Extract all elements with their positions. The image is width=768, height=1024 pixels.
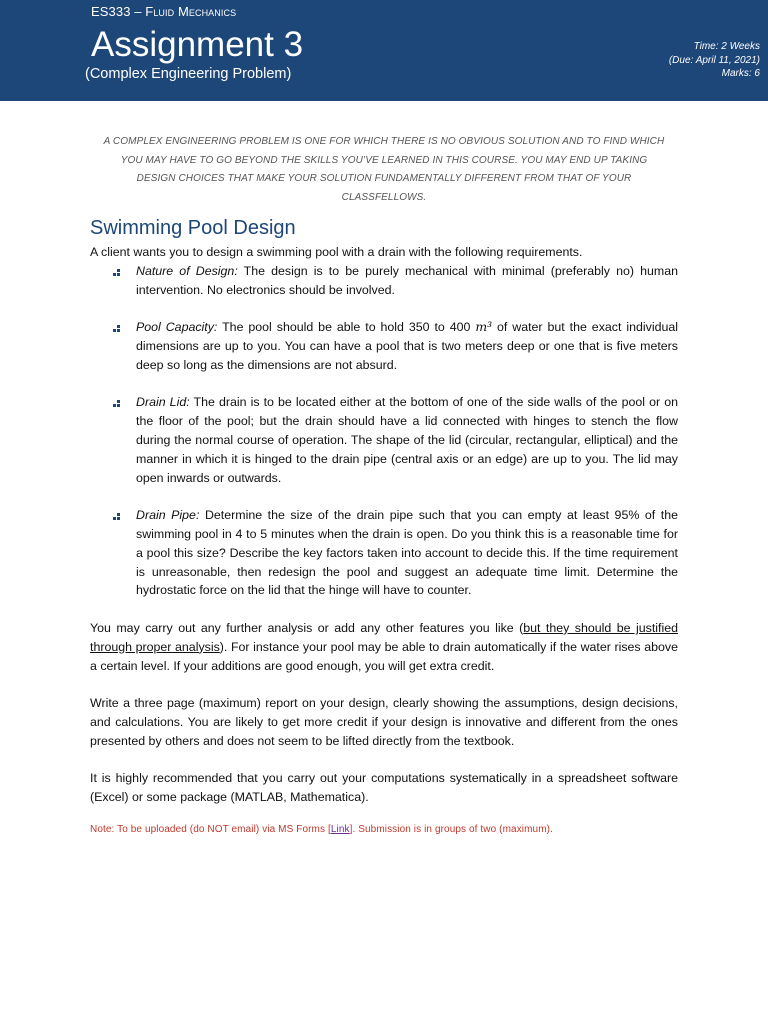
bullet-icon [113, 325, 120, 332]
spacer [90, 675, 678, 694]
paragraph-report: Write a three page (maximum) report on your design, clearly showing the assumptions, design decisions, and calculations. You are likely to get more credit if your design is innovative and different from the ones presented by others and does not seem to be lifted directly from the textbook. [90, 696, 678, 748]
requirement-text: The drain is to be located either at the bottom of one of the side walls of the pool or on the floor of the pool; but the drain should have a lid connected with hinges to stench the flow during the normal course of operation. The shape of the lid (circular, rectangular, elliptical) and the manner in which it is hinged to the drain pipe (central axis or an edge) are up to you. The lid may open inwards or outwards. [136, 395, 679, 485]
ms-forms-link[interactable]: Link [330, 823, 350, 835]
note-text: ]. Submission is in groups of two (maximum). [349, 823, 553, 835]
requirement-nature-of-design [90, 262, 678, 300]
assignment-meta [669, 40, 760, 81]
lead-sentence: A client wants you to design a swimming pool with a drain with the following requirements. [90, 245, 583, 259]
paragraph-further-analysis [90, 619, 678, 675]
requirement-drain-lid [90, 393, 678, 487]
spacer [90, 299, 678, 318]
requirement-pool-capacity [90, 318, 678, 374]
submission-note [90, 821, 678, 840]
requirement-text-continued: of water but the exact individual dimensions are up to you. You can have a pool that is two meters deep or one that is five meters deep so long as the dimensions are not absurd. [136, 320, 679, 372]
requirement-label: Pool Capacity: [136, 320, 218, 335]
bullet-icon [113, 513, 120, 520]
paragraph-text: ). For instance your pool may be able to drain automatically if the water rises above a certain level. If your additions are good enough, you will get extra credit. [90, 639, 678, 673]
assignment-title: Assignment 3 [91, 25, 304, 64]
underlined-emphasis: but they should be justified through proper analysis [90, 620, 678, 654]
assignment-body [90, 243, 678, 840]
volume-unit: m³ [475, 319, 493, 335]
requirement-text: The pool should be able to hold 350 to 400 [222, 320, 471, 335]
requirement-label: Drain Lid: [136, 395, 190, 410]
spacer [90, 487, 678, 506]
bullet-icon [113, 400, 120, 407]
requirement-label: Drain Pipe: [136, 508, 200, 523]
spacer [90, 600, 678, 619]
requirement-text: Determine the size of the drain pipe such that you can empty at least 95% of the swimming pool in 4 to 5 minutes when the drain is open. Do you think this is a reasonable time for a pool this size? Describe the key factors taken into account to decide this. If the time requirement is unreasonable, then redesign the pool and suggest an adequate time limit. Determine the hydrostatic force on the lid that the hinge will have to counter. [136, 508, 678, 598]
requirement-label: Nature of Design: [136, 263, 238, 278]
marks: Marks: 6 [721, 68, 760, 79]
bullet-icon [113, 269, 120, 276]
due-date: (Due: April 11, 2021) [668, 54, 760, 66]
intro-note: A COMPLEX ENGINEERING PROBLEM IS ONE FOR WHICH THERE IS NO OBVIOUS SOLUTION AND TO FIND WHICH YOU MAY HAVE TO GO BEYOND THE SKILLS YOU’VE LEARNED IN THIS COURSE. YOU MAY END UP TAKING DESIGN CHOICES THAT MAKE YOUR SOLUTION FUNDAMENTALLY DIFFERENT FROM THAT OF YOUR CLASSFELLOWS. [103, 136, 665, 203]
header-banner [0, 0, 768, 101]
section-title: Swimming Pool Design [90, 217, 296, 239]
requirements-list [90, 262, 678, 600]
note-text: Note: To be uploaded (do NOT email) via MS Forms [ [90, 823, 331, 835]
requirement-text: The design is to be purely mechanical with minimal (preferably no) human intervention. No electronics should be involved. [136, 263, 678, 297]
time-allowed: Time: 2 Weeks [693, 41, 760, 52]
spacer [90, 751, 678, 770]
requirement-drain-pipe [90, 506, 678, 600]
assignment-subtitle: (Complex Engineering Problem) [85, 66, 292, 82]
paragraph-computations: It is highly recommended that you carry out your computations systematically in a spreadsheet software (Excel) or some package (MATLAB, Mathematica). [90, 771, 678, 805]
course-code: ES333 – Fluid Mechanics [91, 4, 237, 19]
spacer [90, 375, 678, 394]
paragraph-text: You may carry out any further analysis or add any other features you like ( [90, 620, 524, 635]
